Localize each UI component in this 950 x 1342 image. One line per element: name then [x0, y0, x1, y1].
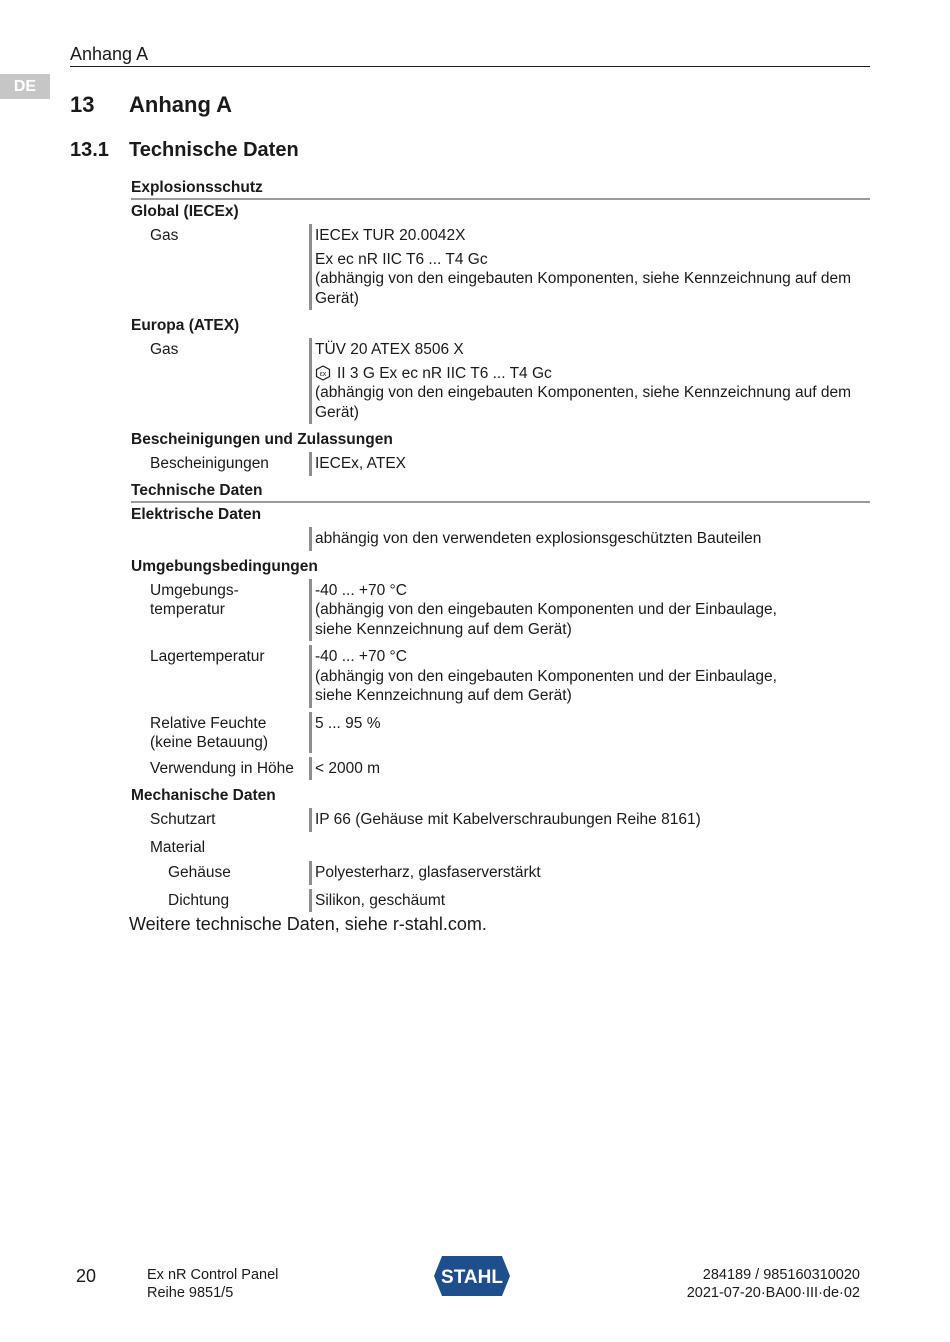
row-label: Material — [150, 838, 206, 856]
marking-line — [315, 364, 870, 384]
row-label — [131, 712, 309, 753]
value-line: siehe Kennzeichnung auf dem Gerät) — [315, 620, 572, 638]
group-title: Global (IECEx) — [131, 203, 239, 220]
table-row — [131, 861, 870, 885]
row-value — [309, 645, 870, 708]
note: Gerät) — [315, 403, 359, 421]
footer-product — [147, 1266, 278, 1302]
row-value — [309, 338, 870, 424]
group-title: Umgebungsbedingungen — [131, 557, 318, 575]
row-label: Gas — [150, 227, 179, 244]
note: Gerät) — [315, 289, 359, 307]
row-label: Lagertemperatur — [150, 648, 265, 665]
row-label: Dichtung — [168, 891, 230, 909]
footer-document — [687, 1266, 860, 1302]
technical-data-table — [131, 481, 870, 916]
table-row — [131, 224, 870, 310]
table-row — [131, 338, 870, 424]
row-value: IECEx, ATEX — [309, 452, 870, 476]
label-line: Relative Feuchte — [150, 714, 267, 732]
table-heading: Explosionsschutz — [131, 179, 263, 196]
row-value: Silikon, geschäumt — [309, 889, 870, 913]
note: (abhängig von den eingebauten Komponenten, siehe Kennzeichnung auf dem — [315, 270, 852, 287]
row-value — [309, 224, 870, 310]
table-row — [131, 579, 870, 642]
value-line: -40 ... +70 °C — [315, 581, 407, 599]
table-row — [131, 808, 870, 832]
group-title: Bescheinigungen und Zulassungen — [131, 431, 393, 448]
row-label: Gas — [150, 341, 179, 358]
row-value: Polyesterharz, glasfaserverstärkt — [309, 861, 870, 885]
stahl-logo — [432, 1254, 512, 1298]
table-row — [131, 452, 870, 476]
certificate-number: TÜV 20 ATEX 8506 X — [315, 341, 464, 358]
table-row — [131, 645, 870, 708]
table-row — [131, 757, 870, 781]
marking: II 3 G Ex ec nR IIC T6 ... T4 Gc — [337, 364, 552, 382]
footnote: Weitere technische Daten, siehe r-stahl.com. — [129, 914, 487, 934]
table-row — [131, 836, 870, 858]
value-line: (abhängig von den eingebauten Komponenten und der Einbaulage, — [315, 601, 777, 618]
section-number: 13.1 — [70, 139, 109, 161]
explosion-protection-table — [131, 178, 870, 480]
language-tab: DE — [0, 74, 50, 99]
label-line: temperatur — [150, 601, 225, 618]
value-line: (abhängig von den eingebauten Komponenten und der Einbaulage, — [315, 667, 777, 685]
row-value — [309, 836, 870, 858]
row-label: Bescheinigungen — [150, 455, 269, 472]
ex-hexagon-icon — [315, 365, 331, 381]
table-heading: Technische Daten — [131, 482, 263, 499]
group-title: Mechanische Daten — [131, 787, 276, 804]
header-rule — [70, 66, 870, 67]
row-label — [131, 527, 309, 551]
svg-text:εx: εx — [319, 370, 327, 378]
document-number: 284189 / 985160310020 — [702, 1267, 860, 1283]
row-label: Schutzart — [150, 811, 216, 828]
row-value: IP 66 (Gehäuse mit Kabelverschraubungen Reihe 8161) — [309, 808, 870, 832]
product-name: Ex nR Control Panel — [147, 1267, 279, 1283]
row-label — [131, 579, 309, 642]
product-series: Reihe 9851/5 — [147, 1285, 234, 1301]
chapter-number: 13 — [70, 92, 95, 117]
row-value: < 2000 m — [309, 757, 870, 781]
row-value: 5 ... 95 % — [309, 712, 870, 753]
row-value: abhängig von den verwendeten explosionsgeschützten Bauteilen — [309, 527, 870, 551]
note: (abhängig von den eingebauten Komponenten, siehe Kennzeichnung auf dem — [315, 384, 852, 401]
row-value — [309, 579, 870, 642]
table-row — [131, 527, 870, 551]
value-line: siehe Kennzeichnung auf dem Gerät) — [315, 687, 572, 704]
group-title: Europa (ATEX) — [131, 317, 240, 334]
row-label: Verwendung in Höhe — [150, 759, 294, 777]
table-row — [131, 889, 870, 913]
group-title: Elektrische Daten — [131, 506, 262, 523]
chapter-title: Anhang A — [129, 92, 233, 117]
value-line: -40 ... +70 °C — [315, 648, 407, 665]
page-number: 20 — [76, 1266, 97, 1286]
table-row — [131, 712, 870, 753]
section-title: Technische Daten — [129, 139, 299, 161]
label-line: (keine Betauung) — [150, 734, 269, 751]
document-version: 2021-07-20·BA00·III·de·02 — [686, 1285, 860, 1301]
marking: Ex ec nR IIC T6 ... T4 Gc — [315, 250, 488, 268]
row-label: Gehäuse — [168, 864, 231, 881]
logo-text: STAHL — [441, 1267, 503, 1288]
certificate-number: IECEx TUR 20.0042X — [315, 227, 466, 244]
running-header: Anhang A — [70, 44, 149, 64]
label-line: Umgebungs- — [150, 581, 239, 599]
